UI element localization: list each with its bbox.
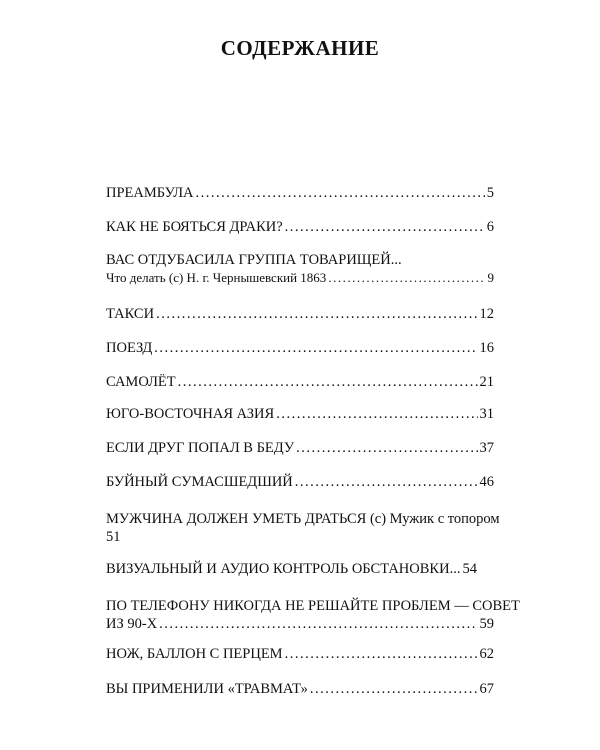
toc-entry-page: 37 (479, 440, 494, 456)
toc-entry-title: ПРЕАМБУЛА (106, 185, 194, 201)
toc-entry-title: НОЖ, БАЛЛОН С ПЕРЦЕМ (106, 646, 283, 662)
toc-leader-dots (285, 218, 485, 236)
toc-entry-page: 67 (479, 681, 494, 697)
toc-entry (106, 339, 494, 357)
toc-entry-page: 16 (479, 340, 494, 356)
page-title: СОДЕРЖАНИЕ (220, 36, 380, 60)
toc-entry-second-line (106, 615, 494, 633)
toc-entry-title: ПОЕЗД (106, 340, 153, 356)
toc-entry-title-line2: ИЗ 90-Х (106, 616, 158, 632)
toc-entry (106, 439, 494, 457)
toc-entry-title: ВИЗУАЛЬНЫЙ И АУДИО КОНТРОЛЬ ОБСТАНОВКИ (106, 561, 450, 577)
toc-entry (106, 473, 494, 491)
toc-leader-dots (285, 645, 478, 663)
toc-entry-page: 54 (462, 561, 477, 577)
toc-leader-dots (159, 615, 477, 633)
toc-leader-dots (196, 184, 485, 202)
toc-leader-dots (310, 680, 478, 698)
toc-entry-title: САМОЛЁТ (106, 374, 176, 390)
toc-entry-page: 46 (479, 474, 494, 490)
toc-entry-title: ЮГО-ВОСТОЧНАЯ АЗИЯ (106, 406, 275, 422)
toc-entry (106, 560, 506, 578)
toc-entry (106, 218, 494, 236)
toc-entry-title: ПО ТЕЛЕФОНУ НИКОГДА НЕ РЕШАЙТЕ ПРОБЛЕМ — СОВЕТ (106, 598, 520, 614)
toc-entry-title: МУЖЧИНА ДОЛЖЕН УМЕТЬ ДРАТЬСЯ (с) Мужик с топором (106, 511, 500, 527)
toc-entry-page: 6 (486, 219, 494, 235)
toc-entry-page: 21 (479, 374, 494, 390)
toc-entry-page: 9 (487, 270, 494, 285)
toc-entry (106, 373, 494, 391)
toc-entry-title: БУЙНЫЙ СУМАСШЕДШИЙ (106, 474, 293, 490)
toc-entry (106, 305, 494, 323)
toc-leader-dots (296, 439, 477, 457)
toc-entry-title: ТАКСИ (106, 306, 155, 322)
toc-entry-page: 31 (479, 406, 494, 422)
toc-entry-title: ЕСЛИ ДРУГ ПОПАЛ В БЕДУ (106, 440, 295, 456)
toc-entry-title: ВАС ОТДУБАСИЛА ГРУППА ТОВАРИЩЕЙ... (106, 252, 402, 268)
toc-entry-page: 59 (479, 616, 494, 632)
toc-entry-title: ВЫ ПРИМЕНИЛИ «ТРАВМАТ» (106, 681, 308, 697)
toc-leader-dots (154, 339, 477, 357)
toc-entry-page: 51 (106, 529, 121, 545)
toc-entry-subtitle: Что делать (с) Н. г. Чернышевский 1863 (106, 270, 327, 285)
toc-entry (106, 645, 494, 663)
toc-leader-dots (295, 473, 478, 491)
toc-entry (106, 184, 494, 202)
toc-entry-page: 12 (479, 306, 494, 322)
toc-leader-dots (328, 269, 485, 287)
toc-entry (106, 680, 494, 698)
toc-leader-dots (178, 373, 478, 391)
toc-leader-dots (276, 405, 477, 423)
toc-entry-page: 5 (486, 185, 494, 201)
toc-entry-subtitle-line (106, 269, 494, 287)
toc-entry-page: 62 (479, 646, 494, 662)
toc-leader-dots: ... (449, 561, 461, 577)
toc-leader-dots (156, 305, 477, 323)
toc-entry (106, 405, 494, 423)
toc-entry-title: КАК НЕ БОЯТЬСЯ ДРАКИ? (106, 219, 283, 235)
